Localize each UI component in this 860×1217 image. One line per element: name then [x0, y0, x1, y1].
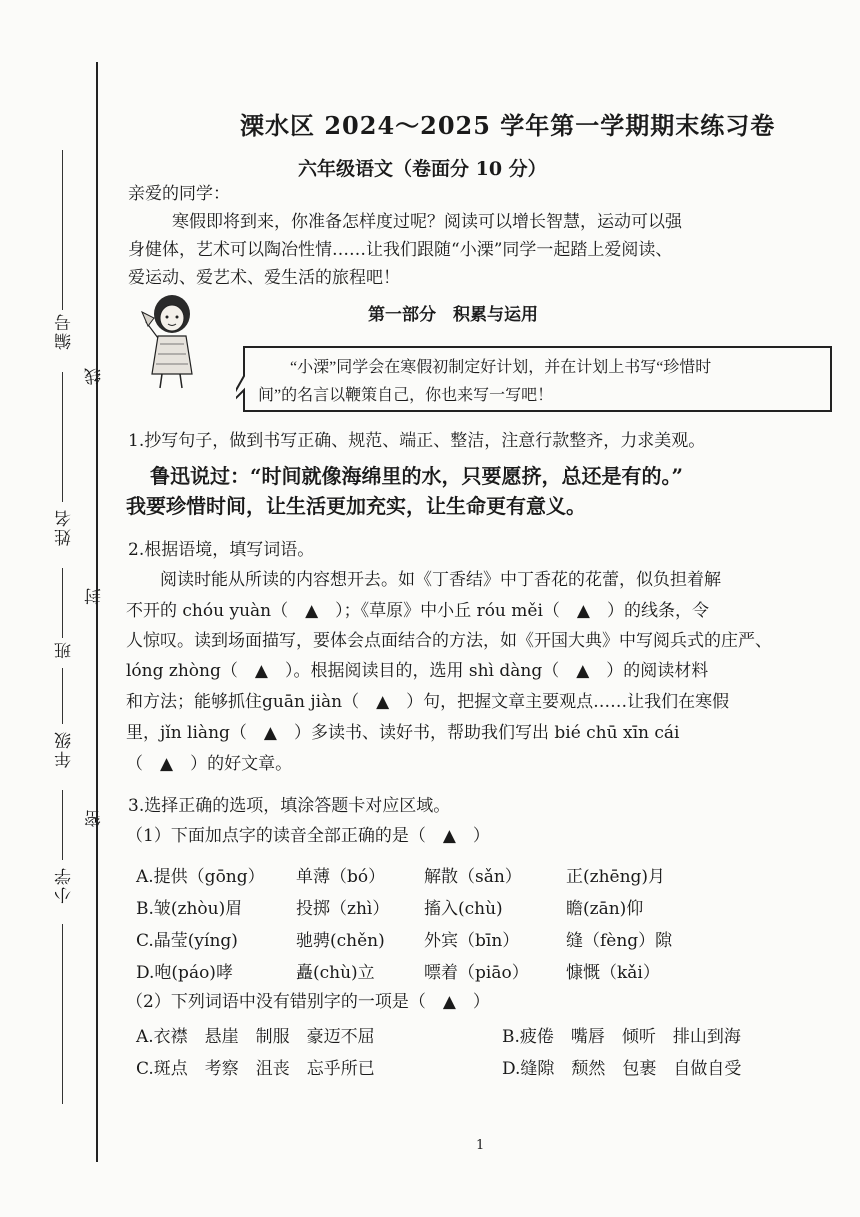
intro-line-1: 寒假即将到来，你准备怎样度过呢？阅读可以增长智慧，运动可以强 [172, 212, 682, 232]
option-c-4: 缝（fèng）隙 [566, 931, 673, 951]
question-2-line-4: lóng zhòng（ ▲ ）。根据阅读目的，选用 shì dàng（ ▲ ）的阅读材料 [126, 661, 709, 681]
number-fill-line [62, 150, 63, 310]
page-number: 1 [476, 1138, 485, 1153]
page-title: 溧水区 2024～2025 学年第一学期期末练习卷 [240, 111, 776, 140]
option-d-3: 嘌着（piāo） [424, 963, 529, 983]
question-2-line-3: 人惊叹。读到场面描写，要体会点面结合的方法，如《开国大典》中写阅兵式的庄严、 [126, 631, 772, 651]
bubble-line-1: “小溧”同学会在寒假初制定好计划，并在计划上书写“珍惜时 [290, 359, 712, 376]
option-2d: D.缝隙 颓然 包裹 自做自受 [502, 1059, 742, 1079]
grade-label: 年级 [55, 730, 75, 768]
name-fill-line [62, 372, 63, 502]
question-1-quote-2: 我要珍惜时间，让生活更加充实，让生命更有意义。 [126, 494, 586, 518]
intro-line-3: 爱运动、爱艺术、爱生活的旅程吧！ [128, 268, 400, 288]
speech-bubble-text [258, 354, 824, 410]
question-3-prompt: 3.选择正确的选项，填涂答题卡对应区域。 [128, 796, 451, 816]
binding-margin-line [96, 62, 98, 1162]
question-1-quote-1: 鲁迅说过：“时间就像海绵里的水，只要愿挤，总还是有的。” [150, 464, 684, 488]
question-2-line-2: 不开的 chóu yuàn（ ▲ ）；《草原》中小丘 róu měi（ ▲ ）的线条，令 [126, 601, 709, 621]
seal-seal-char: 封 [85, 588, 105, 605]
option-a-2: 单薄（bó） [296, 867, 386, 887]
option-2c: C.斑点 考察 沮丧 忘乎所已 [136, 1059, 375, 1079]
seal-secret-char: 密 [85, 810, 105, 827]
page-subtitle: 六年级语文（卷面分 10 分） [298, 158, 547, 180]
option-b-4: 瞻(zān)仰 [566, 899, 644, 919]
question-3-sub-1: （1）下面加点字的读音全部正确的是（ ▲ ） [126, 826, 490, 846]
option-d-4: 慷慨（kǎi） [566, 963, 660, 983]
name-label: 姓名 [55, 508, 75, 546]
bubble-line-2: 间”的名言以鞭策自己，你也来写一写吧！ [258, 387, 554, 404]
option-a-3: 解散（sǎn） [424, 867, 522, 887]
question-2-line-5: 和方法；能够抓住guān jiàn（ ▲ ）句，把握文章主要观点……让我们在寒假 [126, 692, 730, 712]
seal-line-char: 线 [85, 368, 105, 385]
option-a-1: A.提供（gōng） [136, 867, 265, 887]
option-c-2: 驰骋(chěn) [296, 931, 385, 951]
question-2-line-6: 里，jǐn liàng（ ▲ ）多读书、读好书，帮助我们写出 bié chū xīn cái [126, 723, 680, 743]
school-fill-line [62, 790, 63, 860]
grade-fill-line [62, 668, 63, 724]
girl-reading-illustration [136, 292, 206, 392]
class-label: 班 [55, 640, 75, 659]
option-b-2: 投掷（zhì） [296, 899, 390, 919]
option-b-3: 搐入(chù) [424, 899, 503, 919]
intro-line-2: 身健体，艺术可以陶冶性情……让我们跟随“小溧”同学一起踏上爱阅读、 [128, 240, 673, 260]
option-c-1: C.晶莹(yíng) [136, 931, 238, 951]
option-2b: B.疲倦 嘴唇 倾听 排山到海 [502, 1027, 741, 1047]
option-c-3: 外宾（bīn） [424, 931, 520, 951]
option-a-4: 正(zhēng)月 [566, 867, 666, 887]
option-d-2: 矗(chù)立 [296, 963, 375, 983]
bottom-fill-line [62, 924, 63, 1104]
part-one-title: 第一部分 积累与运用 [368, 305, 538, 325]
question-3-sub-2: （2）下列词语中没有错别字的一项是（ ▲ ） [126, 992, 490, 1012]
question-1-prompt: 1.抄写句子，做到书写正确、规范、端正、整洁，注意行款整齐，力求美观。 [128, 431, 706, 451]
option-d-1: D.咆(páo)哮 [136, 963, 233, 983]
intro-greeting: 亲爱的同学： [128, 184, 230, 204]
option-2a: A.衣襟 悬崖 制服 豪迈不屈 [136, 1027, 375, 1047]
question-2-line-1: 阅读时能从所读的内容想开去。如《丁香结》中丁香花的花蕾，似负担着解 [160, 570, 721, 590]
question-2-line-7: （ ▲ ）的好文章。 [126, 754, 293, 774]
number-label: 编号 [55, 312, 75, 350]
school-label: 小学 [55, 866, 75, 904]
option-b-1: B.皱(zhòu)眉 [136, 899, 243, 919]
question-2-prompt: 2.根据语境，填写词语。 [128, 540, 315, 560]
class-fill-line [62, 568, 63, 638]
